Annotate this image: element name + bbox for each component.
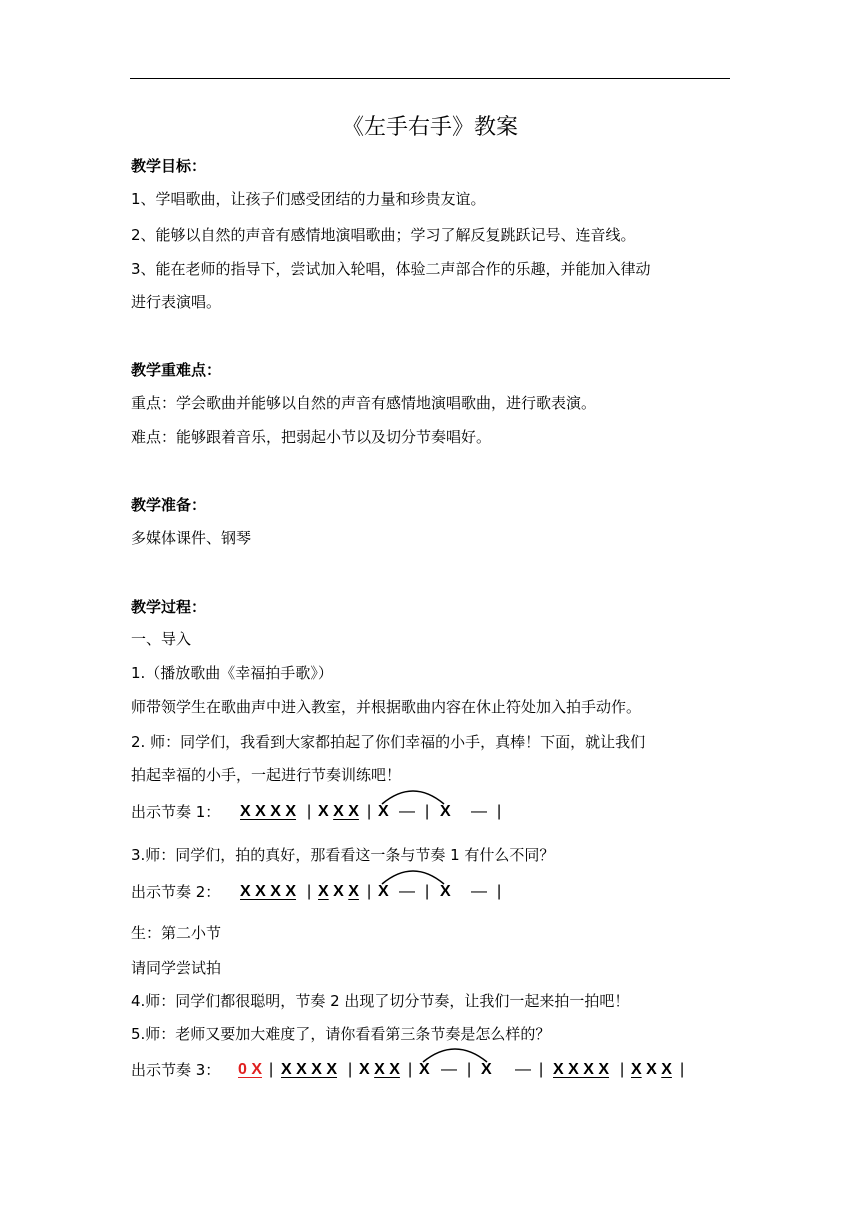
rhythm-3: [131, 1044, 731, 1084]
dash: —: [441, 1061, 457, 1078]
rhythm-note: X: [378, 803, 389, 820]
rhythm-label: 出示节奏 3：: [131, 1061, 221, 1079]
goal-item: 1、学唱歌曲，让孩子们感受团结的力量和珍贵友谊。: [131, 190, 486, 208]
dash: —: [471, 803, 487, 820]
step-2-line-1: 2. 师：同学们，我看到大家都拍起了你们幸福的小手，真棒！下面，就让我们: [131, 733, 646, 751]
tie-arc: [378, 786, 448, 806]
dash: —: [399, 803, 415, 820]
header-rule: [130, 78, 730, 79]
rhythm-1: [131, 786, 731, 826]
step-2-line-2: 拍起幸福的小手，一起进行节奏训练吧！: [131, 766, 402, 784]
document-title: 《左手右手》教案: [341, 115, 518, 140]
barline: |: [367, 883, 372, 900]
rhythm-note-group: X X X: [359, 1061, 400, 1078]
rhythm-note: X: [419, 1061, 430, 1078]
rhythm-note: X: [440, 883, 451, 900]
preparation-heading: 教学准备：: [131, 496, 207, 514]
goal-item: 3、能在老师的指导下，尝试加入轮唱，体验二声部合作的乐趣，并能加入律动: [131, 260, 651, 278]
rhythm-note: X: [378, 883, 389, 900]
step-5: 5.师：老师又要加大难度了，请你看看第三条节奏是怎么样的？: [131, 1025, 551, 1043]
rhythm-note: X: [440, 803, 451, 820]
rhythm-label: 出示节奏 1：: [131, 803, 221, 821]
key-points-heading: 教学重难点：: [131, 361, 222, 379]
barline: |: [425, 883, 430, 900]
step-4: 4.师：同学们都很聪明，节奏 2 出现了切分节奏，让我们一起来拍一拍吧！: [131, 992, 630, 1010]
step-1-detail: 师带领学生在歌曲声中进入教室，并根据歌曲内容在休止符处加入拍手动作。: [131, 698, 642, 716]
goal-item: 2、能够以自然的声音有感情地演唱歌曲；学习了解反复跳跃记号、连音线。: [131, 226, 636, 244]
barline: |: [497, 803, 502, 820]
rhythm-note-group: X X X X: [553, 1061, 610, 1078]
step-1: 1.（播放歌曲《幸福拍手歌》）: [131, 664, 333, 682]
rhythm-note-group: X X X X: [240, 883, 297, 900]
pickup-note: 0 X: [238, 1061, 263, 1078]
rhythm-note-group: X X X: [318, 803, 359, 820]
focus-point: 重点：学会歌曲并能够以自然的声音有感情地演唱歌曲，进行歌表演。: [131, 394, 597, 412]
tie-arc: [419, 1044, 491, 1064]
rhythm-note-group: X X X X: [281, 1061, 338, 1078]
rhythm-note-group: X X X: [318, 883, 359, 900]
goals-heading: 教学目标：: [131, 157, 207, 175]
dash: —: [399, 883, 415, 900]
barline: |: [620, 1061, 625, 1078]
barline: |: [467, 1061, 472, 1078]
rhythm-label: 出示节奏 2：: [131, 883, 221, 901]
barline: |: [348, 1061, 353, 1078]
barline: |: [497, 883, 502, 900]
process-heading: 教学过程：: [131, 598, 207, 616]
rhythm-2: [131, 866, 731, 906]
barline: |: [408, 1061, 413, 1078]
difficulty-point: 难点：能够跟着音乐，把弱起小节以及切分节奏唱好。: [131, 428, 492, 446]
barline: |: [425, 803, 430, 820]
barline: |: [367, 803, 372, 820]
barline: |: [307, 803, 312, 820]
barline: |: [307, 883, 312, 900]
step-3: 3.师：同学们，拍的真好，那看看这一条与节奏 1 有什么不同？: [131, 846, 555, 864]
try-prompt: 请同学尝试拍: [131, 959, 222, 977]
preparation-text: 多媒体课件、钢琴: [131, 529, 252, 547]
rhythm-note: X: [481, 1061, 492, 1078]
barline: |: [269, 1061, 274, 1078]
rhythm-note-group: X X X X: [240, 803, 297, 820]
student-answer: 生：第二小节: [131, 924, 222, 942]
section-intro: 一、导入: [131, 630, 192, 648]
dash: —: [471, 883, 487, 900]
goal-item-continued: 进行表演唱。: [131, 293, 222, 311]
tie-arc: [378, 866, 448, 886]
barline: |: [680, 1061, 685, 1078]
dash: —: [515, 1061, 531, 1078]
rhythm-note-group: X X X: [631, 1061, 672, 1078]
barline: |: [539, 1061, 544, 1078]
